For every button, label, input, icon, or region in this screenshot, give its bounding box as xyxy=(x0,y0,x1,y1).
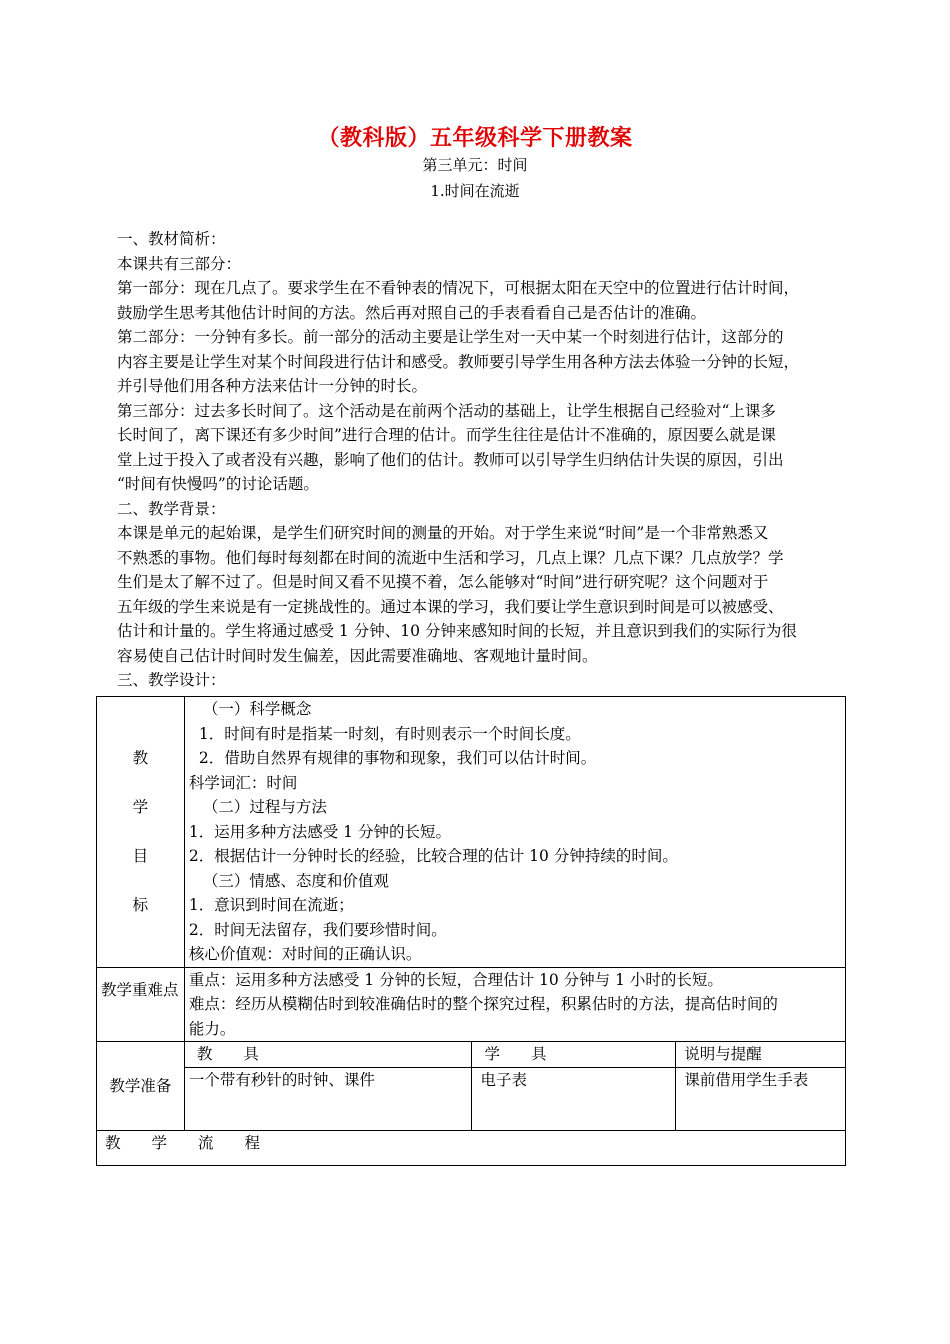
prep-header-row xyxy=(97,1042,846,1068)
unit-subtitle: 第三单元：时间 xyxy=(422,156,528,174)
paragraph-line: 生们是太了解不过了。但是时间又看不见摸不着，怎么能够对“时间”进行研究呢？这个问题对于 xyxy=(117,573,769,591)
goals-item: 2．时间无法留存，我们要珍惜时间。 xyxy=(188,920,447,939)
goals-content-cell xyxy=(184,697,845,968)
goals-item: 2．根据估计一分钟时长的经验，比较合理的估计 10 分钟持续的时间。 xyxy=(188,847,678,865)
paragraph-line: 不熟悉的事物。他们每时每刻都在时间的流逝中生活和学习，几点上课？几点下课？几点放学？学 xyxy=(117,548,784,567)
paragraph-line: 第三部分：过去多长时间了。这个活动是在前两个活动的基础上，让学生根据自己经验对“上课多 xyxy=(117,401,776,420)
goals-item: 1．运用多种方法感受 1 分钟的长短。 xyxy=(188,822,451,841)
goals-label-char: 学 xyxy=(132,797,149,816)
keypoints-label: 教学重难点 xyxy=(101,980,179,999)
goals-label-cell xyxy=(97,697,185,968)
goals-item: 核心价值观：对时间的正确认识。 xyxy=(188,945,422,963)
goals-item: （三）情感、态度和价值观 xyxy=(202,871,389,890)
document-title: （教科版）五年级科学下册教案 xyxy=(317,126,633,151)
lesson-subtitle: 1.时间在流逝 xyxy=(430,182,520,200)
background-heading: 二、教学背景： xyxy=(117,499,226,518)
goals-row xyxy=(97,697,846,968)
paragraph-line: “时间有快慢吗”的讨论话题。 xyxy=(117,475,319,493)
flow-row xyxy=(97,1130,846,1165)
keypoints-line: 难点：经历从模糊估时到较准确估时的整个探究过程，积累估时的方法，提高估时间的 xyxy=(188,995,778,1013)
design-heading: 三、教学设计： xyxy=(117,671,226,689)
prep-header-notes: 说明与提醒 xyxy=(676,1042,846,1068)
prep-label: 教学准备 xyxy=(109,1076,172,1095)
goals-label-char: 目 xyxy=(132,846,149,865)
goals-item: 1．意识到时间在流逝； xyxy=(188,896,354,914)
paragraph-line: 内容主要是让学生对某个时间段进行估计和感受。教师要引导学生用各种方法去体验一分钟的长短， xyxy=(117,352,800,371)
keypoints-content-cell xyxy=(184,967,845,1042)
prep-value-tools: 一个带有秒针的时钟、课件 xyxy=(184,1067,472,1130)
flow-label: 教 学 流 程 xyxy=(105,1133,261,1152)
paragraph-line: 并引导他们用各种方法来估计一分钟的时长。 xyxy=(117,377,428,395)
goals-item: 科学词汇：时间 xyxy=(188,773,298,792)
goals-label-char: 标 xyxy=(132,895,149,914)
paragraph-line: 堂上过于投入了或者没有兴趣，影响了他们的估计。教师可以引导学生归纳估计失误的原因，引出 xyxy=(117,450,784,469)
lesson-table xyxy=(96,696,846,1166)
prep-value-student-tools: 电子表 xyxy=(472,1067,676,1130)
paragraph-line: 长时间了，离下课还有多少时间”进行合理的估计。而学生往往是估计不准确的，原因要么就是课 xyxy=(117,426,776,444)
keypoints-row xyxy=(97,967,846,1042)
paragraph-line: 五年级的学生来说是有一定挑战性的。通过本课的学习，我们要让学生意识到时间是可以被感受、 xyxy=(117,597,784,616)
paragraph-line: 第二部分：一分钟有多长。前一部分的活动主要是让学生对一天中某一个时刻进行估计，这部分的 xyxy=(117,328,784,346)
analysis-heading: 一、教材简析： xyxy=(117,230,226,248)
goals-item: 2．借助自然界有规律的事物和现象，我们可以估计时间。 xyxy=(198,749,597,767)
goals-item: 1．时间有时是指某一时刻，有时则表示一个时间长度。 xyxy=(198,724,581,743)
prep-header-tools: 教 具 xyxy=(184,1042,472,1068)
goals-item: （二）过程与方法 xyxy=(202,798,327,816)
prep-label-cell xyxy=(97,1042,185,1131)
analysis-intro: 本课共有三部分： xyxy=(117,254,242,273)
prep-header-student-tools: 学 具 xyxy=(472,1042,676,1068)
prep-value-notes: 课前借用学生手表 xyxy=(676,1067,846,1130)
paragraph-line: 第一部分：现在几点了。要求学生在不看钟表的情况下，可根据太阳在天空中的位置进行估计时间， xyxy=(117,279,800,297)
prep-value-row xyxy=(97,1067,846,1130)
goals-label-char: 教 xyxy=(132,748,149,767)
paragraph-line: 鼓励学生思考其他估计时间的方法。然后再对照自己的手表看看自己是否估计的准确。 xyxy=(117,303,707,322)
goals-item: （一）科学概念 xyxy=(202,700,312,718)
paragraph-line: 容易使自己估计时间时发生偏差，因此需要准确地、客观地计量时间。 xyxy=(117,646,598,665)
document-body xyxy=(117,227,845,693)
keypoints-line: 重点：运用多种方法感受 1 分钟的长短，合理估计 10 分钟与 1 小时的长短。 xyxy=(188,970,723,989)
flow-label-cell xyxy=(97,1130,846,1165)
keypoints-label-cell xyxy=(97,967,185,1042)
keypoints-line: 能力。 xyxy=(188,1019,236,1038)
paragraph-line: 本课是单元的起始课，是学生们研究时间的测量的开始。对于学生来说“时间”是一个非常熟悉又 xyxy=(117,524,769,542)
paragraph-line: 估计和计量的。学生将通过感受 1 分钟、10 分钟来感知时间的长短，并且意识到我们的实际行为很 xyxy=(117,622,797,640)
